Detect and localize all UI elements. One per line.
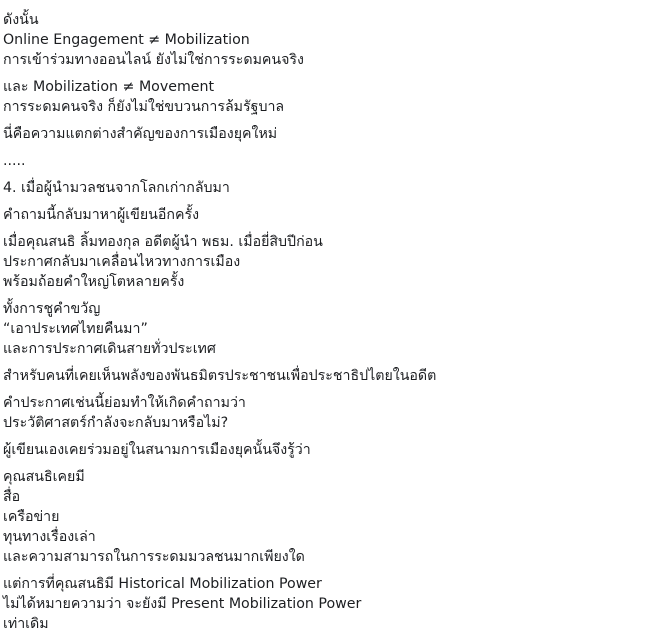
text-line: นี่คือความแตกต่างสำคัญของการเมืองยุคใหม่ [3,126,278,142]
text-line: ผู้เขียนเองเคยร่วมอยู่ในสนามการเมืองยุคนั้นจึงรู้ว่า [3,442,311,458]
text-line: สำหรับคนที่เคยเห็นพลังของพันธมิตรประชาชนเพื่อประชาธิปไตยในอดีต [3,368,437,384]
text-line: เมื่อคุณสนธิ ลิ้มทองกุล อดีตผู้นำ พธม. เมื่อยี่สิบปีก่อน [3,234,323,250]
paragraph [3,393,643,433]
text-line: ประกาศกลับมาเคลื่อนไหวทางการเมือง [3,254,241,270]
text-line: การเข้าร่วมทางออนไลน์ ยังไม่ใช่การระดมคนจริง [3,52,304,68]
text-line: คุณสนธิเคยมี [3,469,85,485]
text-line: Online Engagement ≠ Mobilization [3,32,250,48]
text-line: แต่การที่คุณสนธิมี Historical Mobilization Power [3,576,322,592]
paragraph [3,205,643,225]
text-line: คำประกาศเช่นนี้ย่อมทำให้เกิดคำถามว่า [3,395,246,411]
paragraph [3,77,643,117]
paragraph [3,440,643,460]
paragraph [3,178,643,198]
text-line: เครือข่าย [3,509,60,525]
post-body [3,10,643,641]
text-line: ดังนั้น [3,12,39,28]
paragraph [3,124,643,144]
text-line: สื่อ [3,489,21,505]
text-line: “เอาประเทศไทยคืนมา” [3,321,148,337]
paragraph [3,299,643,359]
text-line: เท่าเดิม [3,616,49,632]
text-line: 4. เมื่อผู้นำมวลชนจากโลกเก่ากลับมา [3,180,230,196]
text-line: พร้อมถ้อยคำใหญ่โตหลายครั้ง [3,274,185,290]
text-line: ทั้งการชูคำขวัญ [3,301,101,317]
text-line: ประวัติศาสตร์กำลังจะกลับมาหรือไม่? [3,415,229,431]
paragraph [3,232,643,292]
text-line: ทุนทางเรื่องเล่า [3,529,96,545]
text-line: คำถามนี้กลับมาหาผู้เขียนอีกครั้ง [3,207,200,223]
paragraph [3,151,643,171]
text-line: และความสามารถในการระดมมวลชนมากเพียงใด [3,549,305,565]
text-line: และการประกาศเดินสายทั่วประเทศ [3,341,216,357]
paragraph [3,574,643,634]
paragraph [3,10,643,70]
text-line: ไม่ได้หมายความว่า จะยังมี Present Mobilization Power [3,596,362,612]
text-line: และ Mobilization ≠ Movement [3,79,215,95]
paragraph [3,467,643,567]
text-line: การระดมคนจริง ก็ยังไม่ใช่ขบวนการล้มรัฐบาล [3,99,285,115]
text-line: ..... [3,153,26,169]
paragraph [3,366,643,386]
